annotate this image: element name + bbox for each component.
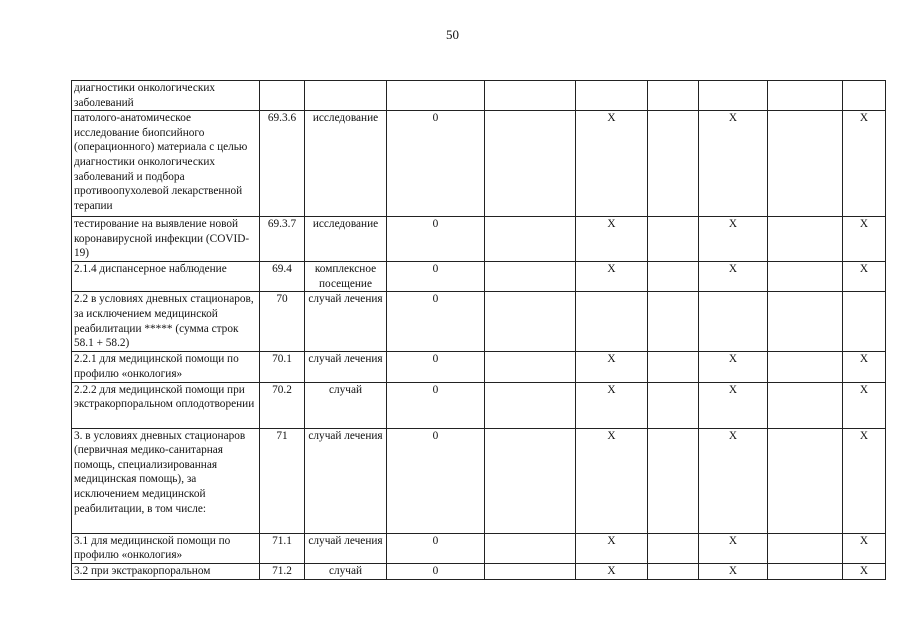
table-row (72, 217, 886, 262)
row-mark-cell: X (699, 262, 768, 292)
row-mark-cell (648, 111, 699, 217)
row-mark-cell (768, 111, 843, 217)
row-mark-cell (768, 563, 843, 579)
row-unit-cell: случай лечения (305, 428, 387, 533)
page-number: 50 (446, 27, 459, 42)
row-value-cell: 0 (387, 533, 485, 563)
row-code-cell: 70.2 (260, 382, 305, 428)
row-mark-cell: X (843, 352, 886, 382)
row-mark-cell (648, 262, 699, 292)
row-name-cell: 2.1.4 диспансерное наблюдение (72, 262, 260, 292)
row-mark-cell (485, 352, 576, 382)
row-mark-cell: X (843, 111, 886, 217)
row-mark-cell: X (699, 111, 768, 217)
row-mark-cell: X (843, 428, 886, 533)
row-code-cell: 71.1 (260, 533, 305, 563)
row-mark-cell (699, 292, 768, 352)
row-mark-cell: X (843, 262, 886, 292)
row-mark-cell (843, 81, 886, 111)
row-mark-cell: X (576, 111, 648, 217)
row-mark-cell (768, 352, 843, 382)
table-row (72, 81, 886, 111)
row-code-cell: 70.1 (260, 352, 305, 382)
row-mark-cell (485, 217, 576, 262)
row-name-cell: 3.1 для медицинской помощи по профилю «онкология» (72, 533, 260, 563)
row-mark-cell (648, 428, 699, 533)
row-name-cell: патолого-анатомическое исследование биопсийного (операционного) материала с целью диагностики онкологических заболеваний и подбора противоопухолевой лекарственной терапии (72, 111, 260, 217)
row-code-cell: 71 (260, 428, 305, 533)
table-row (72, 262, 886, 292)
row-code-cell: 70 (260, 292, 305, 352)
row-name-cell: 2.2.1 для медицинской помощи по профилю «онкология» (72, 352, 260, 382)
row-unit-cell: случай лечения (305, 352, 387, 382)
row-name-cell: 2.2 в условиях дневных стационаров, за исключением медицинской реабилитации ***** (сумма строк 58.1 + 58.2) (72, 292, 260, 352)
row-unit-cell: случай лечения (305, 292, 387, 352)
row-mark-cell: X (699, 563, 768, 579)
row-mark-cell (648, 217, 699, 262)
table-row (72, 563, 886, 579)
row-mark-cell: X (699, 533, 768, 563)
row-value-cell (387, 81, 485, 111)
row-mark-cell: X (576, 382, 648, 428)
row-mark-cell (768, 382, 843, 428)
row-mark-cell (648, 292, 699, 352)
table-row (72, 292, 886, 352)
data-table (71, 80, 886, 580)
row-unit-cell: исследование (305, 111, 387, 217)
row-mark-cell (768, 292, 843, 352)
row-value-cell: 0 (387, 217, 485, 262)
row-value-cell: 0 (387, 382, 485, 428)
row-code-cell: 69.3.7 (260, 217, 305, 262)
row-mark-cell (485, 111, 576, 217)
table-row (72, 352, 886, 382)
row-mark-cell: X (699, 382, 768, 428)
row-name-cell: диагностики онкологических заболеваний (72, 81, 260, 111)
row-mark-cell (768, 262, 843, 292)
row-name-cell: 3. в условиях дневных стационаров (первичная медико-санитарная помощь, специализированная медицинская помощь), за исключением медицинской реабилитации, в том числе: (72, 428, 260, 533)
row-mark-cell (485, 533, 576, 563)
row-unit-cell: случай лечения (305, 533, 387, 563)
row-mark-cell (648, 533, 699, 563)
row-unit-cell: случай (305, 382, 387, 428)
row-name-cell: тестирование на выявление новой коронавирусной инфекции (COVID-19) (72, 217, 260, 262)
row-mark-cell: X (576, 563, 648, 579)
row-name-cell: 3.2 при экстракорпоральном (72, 563, 260, 579)
row-code-cell: 69.4 (260, 262, 305, 292)
row-mark-cell (485, 81, 576, 111)
row-value-cell: 0 (387, 563, 485, 579)
row-mark-cell (648, 563, 699, 579)
row-mark-cell: X (576, 533, 648, 563)
row-unit-cell (305, 81, 387, 111)
row-mark-cell (648, 352, 699, 382)
row-mark-cell (576, 81, 648, 111)
table-row (72, 382, 886, 428)
row-mark-cell (485, 262, 576, 292)
table-row (72, 111, 886, 217)
row-mark-cell: X (576, 352, 648, 382)
row-mark-cell (768, 217, 843, 262)
row-value-cell: 0 (387, 352, 485, 382)
row-mark-cell: X (699, 217, 768, 262)
row-code-cell: 69.3.6 (260, 111, 305, 217)
row-mark-cell: X (699, 428, 768, 533)
row-mark-cell: X (843, 533, 886, 563)
row-code-cell (260, 81, 305, 111)
row-mark-cell: X (843, 217, 886, 262)
row-value-cell: 0 (387, 262, 485, 292)
table-row (72, 428, 886, 533)
row-value-cell: 0 (387, 292, 485, 352)
row-mark-cell (485, 382, 576, 428)
row-mark-cell: X (576, 428, 648, 533)
row-mark-cell (485, 292, 576, 352)
row-mark-cell: X (576, 262, 648, 292)
row-mark-cell: X (576, 217, 648, 262)
row-mark-cell: X (843, 382, 886, 428)
row-mark-cell (768, 533, 843, 563)
row-unit-cell: комплексное посещение (305, 262, 387, 292)
row-mark-cell (699, 81, 768, 111)
row-unit-cell: случай (305, 563, 387, 579)
row-mark-cell (485, 428, 576, 533)
table-row (72, 533, 886, 563)
row-mark-cell (768, 81, 843, 111)
row-mark-cell (843, 292, 886, 352)
row-mark-cell: X (843, 563, 886, 579)
row-mark-cell (768, 428, 843, 533)
table-body (72, 81, 886, 580)
row-value-cell: 0 (387, 111, 485, 217)
row-mark-cell (576, 292, 648, 352)
row-mark-cell (485, 563, 576, 579)
row-mark-cell (648, 81, 699, 111)
row-value-cell: 0 (387, 428, 485, 533)
row-name-cell: 2.2.2 для медицинской помощи при экстракорпоральном оплодотворении (72, 382, 260, 428)
row-unit-cell: исследование (305, 217, 387, 262)
row-mark-cell (648, 382, 699, 428)
row-code-cell: 71.2 (260, 563, 305, 579)
row-mark-cell: X (699, 352, 768, 382)
